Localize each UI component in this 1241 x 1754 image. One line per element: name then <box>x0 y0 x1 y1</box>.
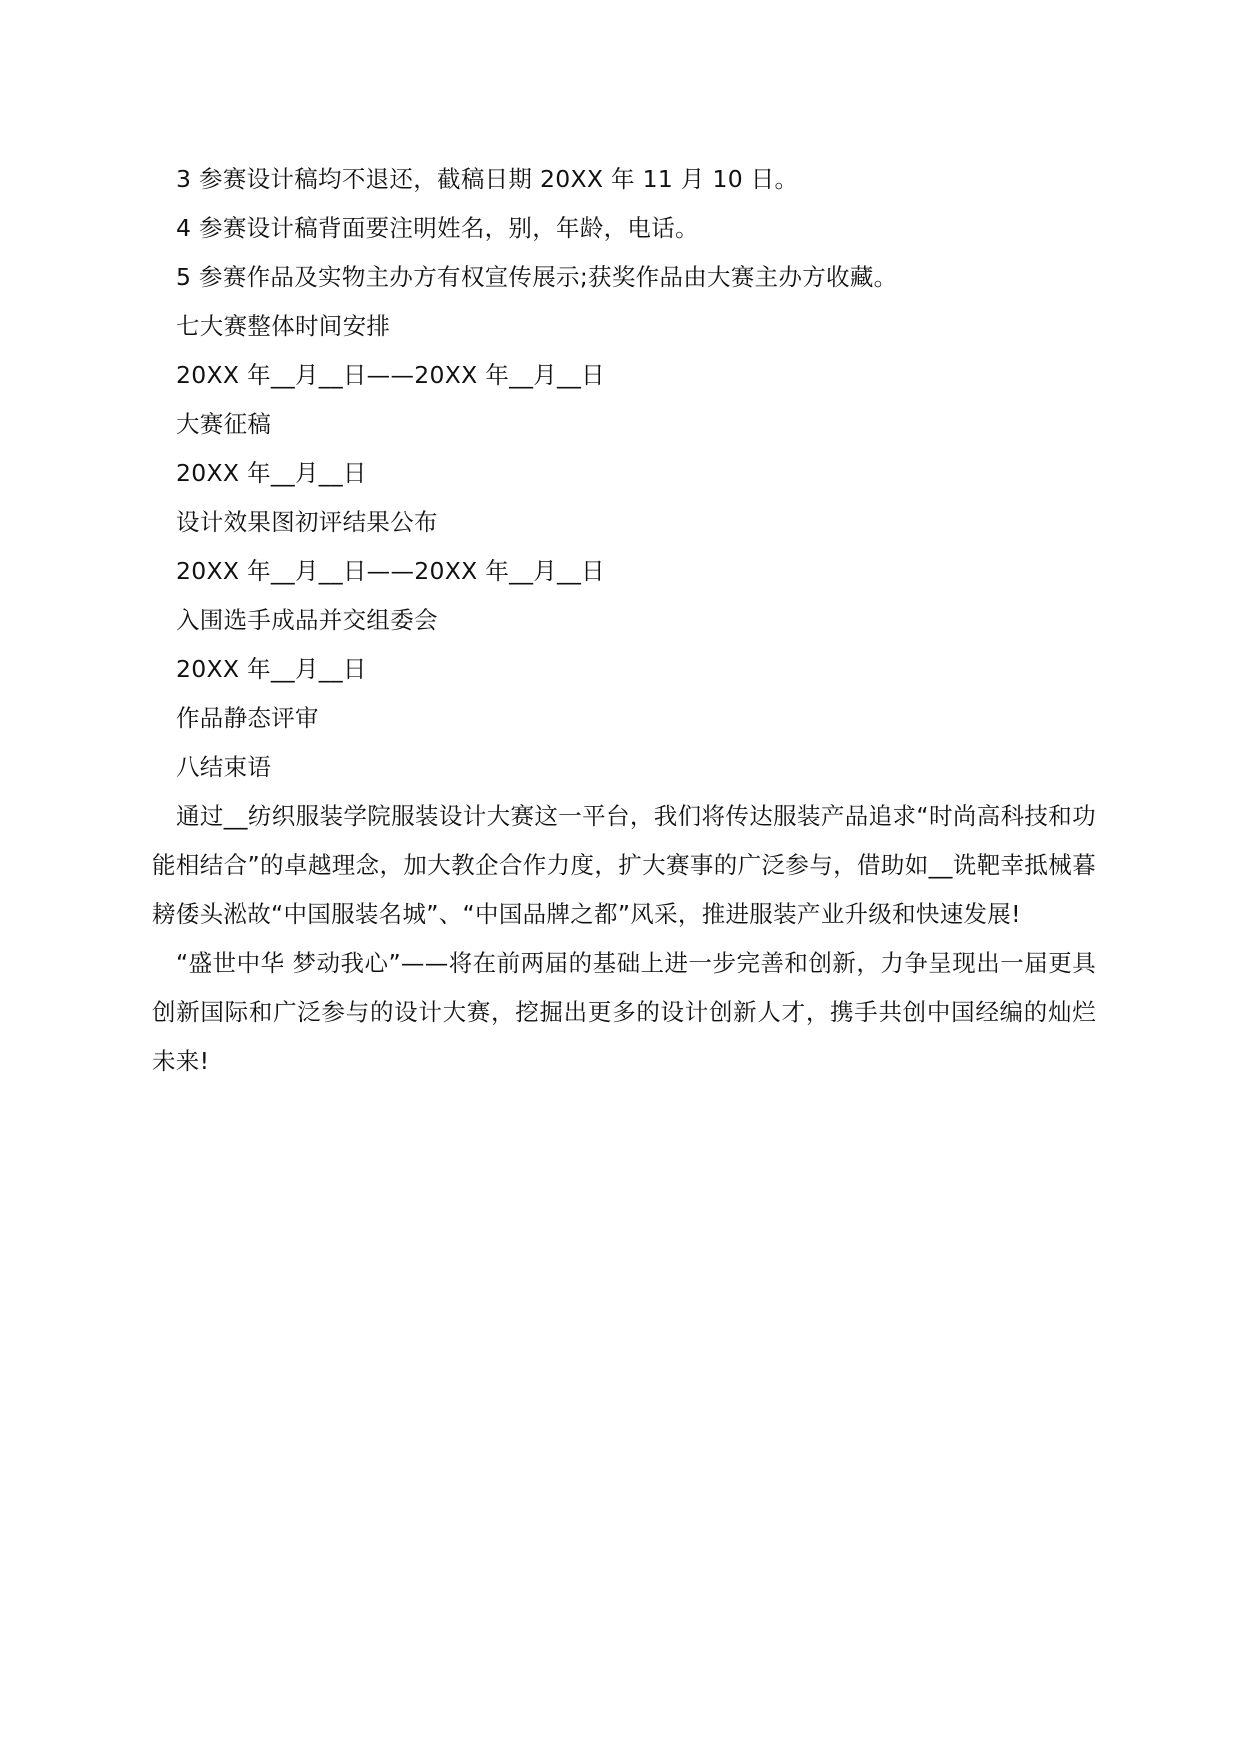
schedule-date-1: 20XX 年__月__日——20XX 年__月__日 <box>176 361 605 389</box>
schedule-date-4: 20XX 年__月__日 <box>176 655 367 683</box>
schedule-date-3: 20XX 年__月__日——20XX 年__月__日 <box>176 557 605 585</box>
schedule-item-4: 作品静态评审 <box>176 704 319 732</box>
section-heading-conclusion: 八结束语 <box>176 753 272 781</box>
conclusion-paragraph-1: 通过__纺织服装学院服装设计大赛这一平台，我们将传达服装产品追求“时尚高科技和功能相结合”的卓越理念，加大教企合作力度，扩大赛事的广泛参与，借助如__诜靶幸抵械暮耪倭头淞故“中国服装名城”、“中国品牌之都”风采，推进服装产业升级和快速发展! <box>152 802 1096 928</box>
rule-item-5: 5 参赛作品及实物主办方有权宣传展示;获奖作品由大赛主办方收藏。 <box>176 263 898 291</box>
section-heading-schedule: 七大赛整体时间安排 <box>176 312 391 340</box>
rule-item-4: 4 参赛设计稿背面要注明姓名，别，年龄，电话。 <box>176 214 699 242</box>
conclusion-paragraph-2: “盛世中华 梦动我心”——将在前两届的基础上进一步完善和创新，力争呈现出一届更具创新国际和广泛参与的设计大赛，挖掘出更多的设计创新人才，携手共创中国经编的灿烂未来! <box>152 949 1096 1075</box>
document-body <box>152 155 1096 1086</box>
rule-item-3: 3 参赛设计稿均不退还，截稿日期 20XX 年 11 月 10 日。 <box>176 165 799 193</box>
schedule-item-3: 入围选手成品并交组委会 <box>176 606 438 634</box>
schedule-item-2: 设计效果图初评结果公布 <box>176 508 438 536</box>
schedule-date-2: 20XX 年__月__日 <box>176 459 367 487</box>
schedule-item-1: 大赛征稿 <box>176 410 272 438</box>
